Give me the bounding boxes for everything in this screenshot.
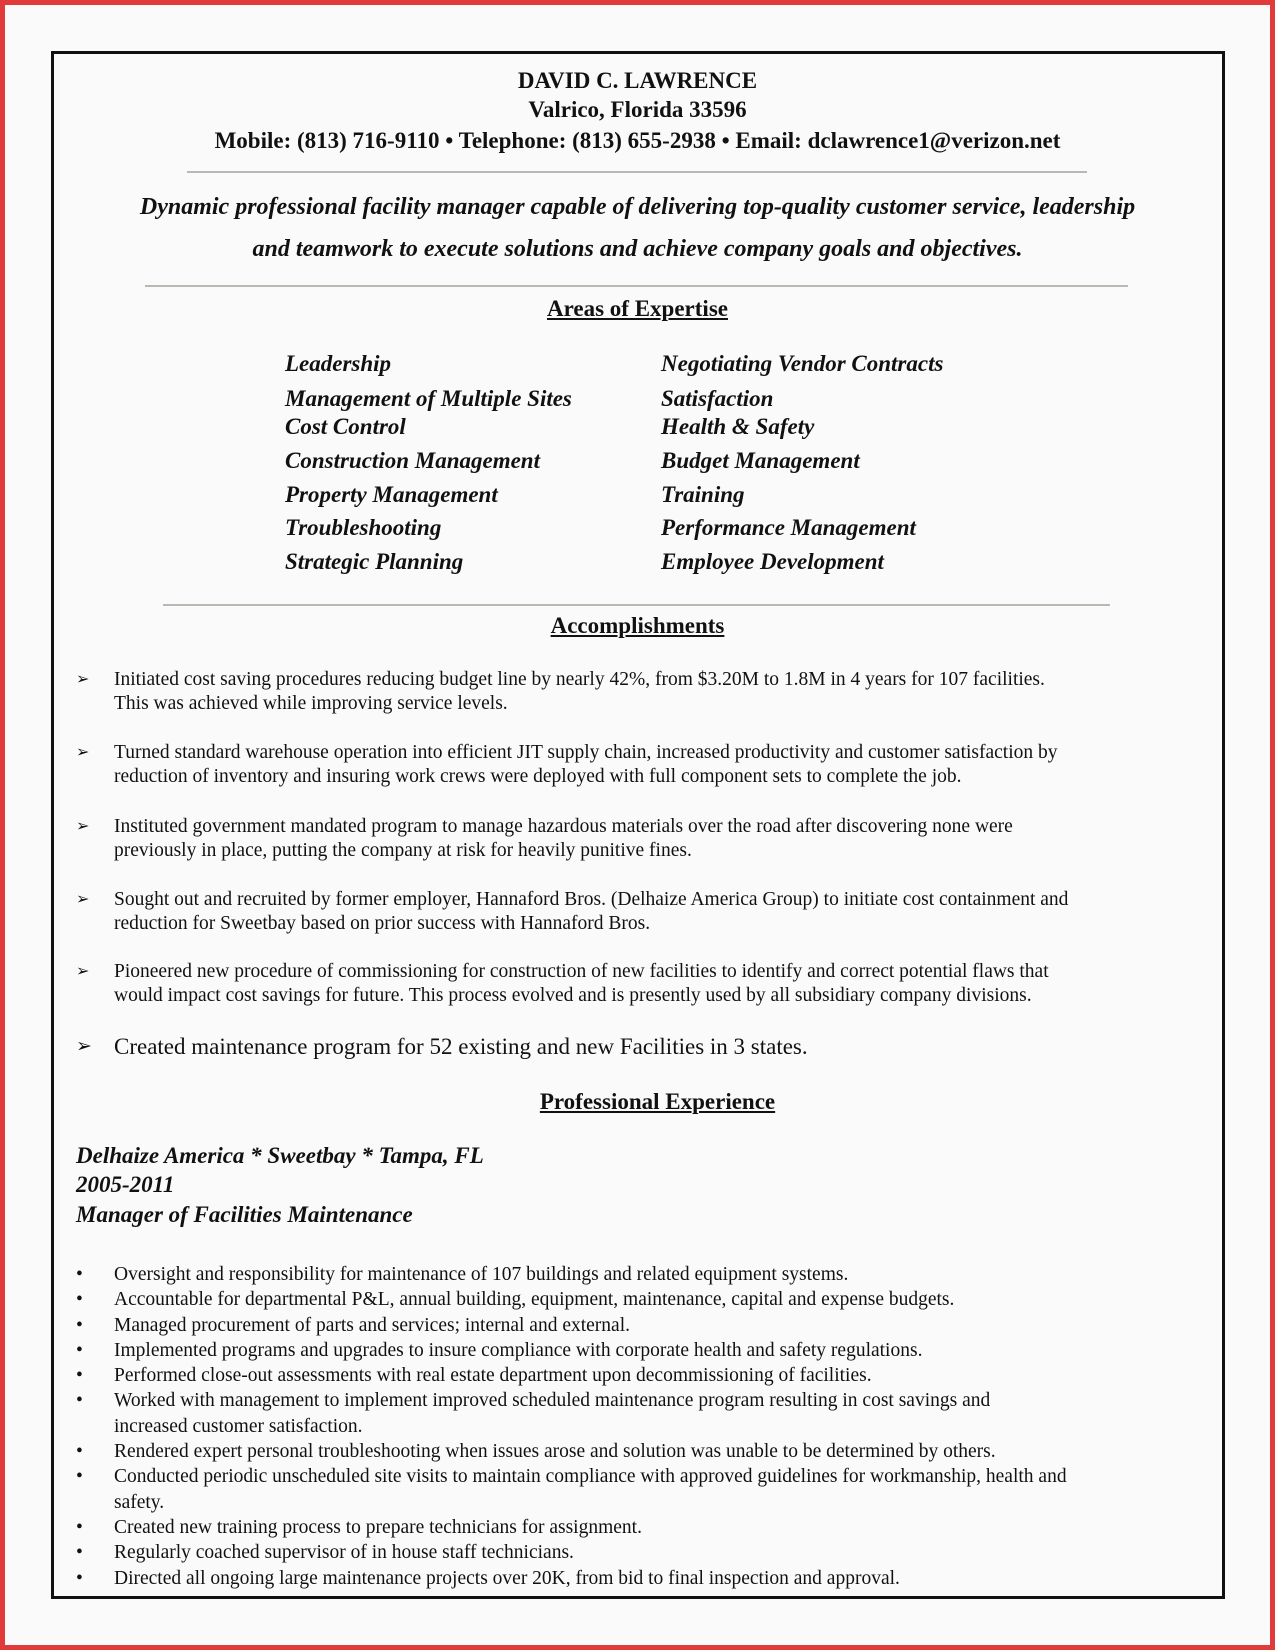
contact-line: Mobile: (813) 716-9110 • Telephone: (813) 655-2938 • Email: dclawrence1@verizon.net	[214, 128, 1061, 153]
accomplishment-text: reduction of inventory and insuring work crews were deployed with full component sets to complete the job.	[114, 766, 962, 787]
duty-item	[76, 1313, 1067, 1338]
bullet-dot-icon: •	[76, 1314, 83, 1336]
accomplishment-text: Initiated cost saving procedures reducing budget line by nearly 42%, from $3.20M to 1.8M in 4 years for 107 facilities.	[114, 669, 1045, 690]
duty-item	[76, 1262, 1067, 1287]
duty-text: Accountable for departmental P&L, annual building, equipment, maintenance, capital and expense budgets.	[114, 1289, 955, 1311]
bullet-dot-icon: •	[76, 1289, 83, 1311]
expertise-item: Management of Multiple Sites	[285, 386, 572, 411]
arrow-bullet-icon: ➢	[76, 963, 90, 980]
bullet-dot-icon: •	[76, 1339, 83, 1361]
company-name: Delhaize America * Sweetbay * Tampa, FL	[76, 1143, 484, 1168]
arrow-bullet-icon: ➢	[76, 671, 90, 688]
duty-text: Oversight and responsibility for maintenance of 107 buildings and related equipment systems.	[114, 1264, 849, 1285]
tagline-line: and teamwork to execute solutions and achieve company goals and objectives.	[252, 236, 1023, 262]
duty-item	[76, 1566, 1067, 1591]
expertise-item: Cost Control	[285, 414, 406, 439]
expertise-item: Health & Safety	[661, 414, 815, 439]
expertise-item: Satisfaction	[661, 386, 774, 411]
bullet-dot-icon: •	[76, 1441, 83, 1463]
arrow-bullet-icon: ➢	[76, 891, 90, 908]
accomplishment-text: reduction for Sweetbay based on prior success with Hannaford Bros.	[114, 913, 651, 934]
expertise-item: Employee Development	[661, 549, 884, 574]
bullet-dot-icon: •	[76, 1542, 83, 1564]
tagline-line: Dynamic professional facility manager capable of delivering top-quality customer service, leadership	[139, 194, 1136, 220]
duty-item	[76, 1388, 1067, 1439]
duty-item	[76, 1338, 1067, 1363]
duty-text: Implemented programs and upgrades to insure compliance with corporate health and safety regulations.	[114, 1339, 923, 1361]
duty-item	[76, 1540, 1067, 1565]
accomplishment-text: Sought out and recruited by former employer, Hannaford Bros. (Delhaize America Group) to initiate cost containment and	[114, 889, 1069, 910]
bullet-dot-icon: •	[76, 1390, 83, 1412]
duty-item	[76, 1363, 1067, 1388]
arrow-bullet-icon: ➢	[76, 1036, 92, 1057]
duty-text: Regularly coached supervisor of in house staff technicians.	[114, 1542, 574, 1564]
expertise-item: Strategic Planning	[285, 549, 464, 574]
expertise-item: Troubleshooting	[285, 515, 442, 540]
duty-text: Rendered expert personal troubleshooting when issues arose and solution was unable to be determined by others.	[114, 1441, 996, 1463]
duty-item	[76, 1439, 1067, 1464]
divider	[187, 171, 1087, 173]
bullet-dot-icon: •	[76, 1567, 83, 1589]
accomplishment-text: Created maintenance program for 52 existing and new Facilities in 3 states.	[114, 1034, 808, 1059]
duty-text: safety.	[114, 1491, 165, 1513]
duty-item	[76, 1287, 1067, 1312]
candidate-location: Valrico, Florida 33596	[528, 97, 747, 122]
accomplishment-text: Instituted government mandated program to manage hazardous materials over the road after discovering none were	[114, 816, 1013, 837]
expertise-item: Budget Management	[661, 448, 860, 473]
accomplishment-text: Pioneered new procedure of commissioning for construction of new facilities to identify and correct potential flaws that	[114, 961, 1049, 982]
bullet-dot-icon: •	[76, 1365, 83, 1387]
accomplishment-text: would impact cost savings for future. This process evolved and is presently used by all subsidiary company divisions.	[114, 985, 1032, 1006]
bullet-dot-icon: •	[76, 1264, 83, 1285]
job-title: Manager of Facilities Maintenance	[76, 1202, 413, 1227]
accomplishment-text: This was achieved while improving service levels.	[114, 693, 508, 714]
divider	[145, 285, 1128, 287]
expertise-heading: Areas of Expertise	[547, 296, 728, 321]
expertise-item: Construction Management	[285, 448, 540, 473]
bullet-dot-icon: •	[76, 1516, 83, 1538]
expertise-item: Property Management	[285, 482, 498, 507]
bullet-dot-icon: •	[76, 1466, 83, 1488]
employment-years: 2005-2011	[76, 1172, 175, 1197]
duty-text: Directed all ongoing large maintenance projects over 20K, from bid to final inspection and approval.	[114, 1567, 900, 1589]
divider	[163, 604, 1110, 606]
accomplishments-heading: Accomplishments	[550, 613, 725, 638]
accomplishment-text: previously in place, putting the company at risk for heavily punitive fines.	[114, 840, 692, 861]
expertise-item: Training	[661, 482, 745, 507]
duty-text: Managed procurement of parts and services; internal and external.	[114, 1314, 630, 1336]
duties-list	[76, 1262, 1067, 1591]
candidate-name: DAVID C. LAWRENCE	[517, 68, 758, 93]
duty-item	[76, 1464, 1067, 1515]
duty-text: increased customer satisfaction.	[114, 1415, 363, 1437]
duty-text: Created new training process to prepare technicians for assignment.	[114, 1516, 642, 1538]
arrow-bullet-icon: ➢	[76, 818, 90, 835]
accomplishment-text: Turned standard warehouse operation into efficient JIT supply chain, increased productivity and customer satisfaction by	[114, 742, 1058, 763]
arrow-bullet-icon: ➢	[76, 744, 90, 761]
expertise-item: Negotiating Vendor Contracts	[661, 351, 944, 376]
duty-item	[76, 1515, 1067, 1540]
expertise-item: Performance Management	[661, 515, 916, 540]
duty-text: Conducted periodic unscheduled site visits to maintain compliance with approved guidelines for workmanship, health and	[114, 1466, 1067, 1488]
expertise-item: Leadership	[285, 351, 392, 376]
duty-text: Performed close-out assessments with real estate department upon decommissioning of facilities.	[114, 1365, 872, 1387]
experience-heading: Professional Experience	[539, 1089, 776, 1114]
duty-text: Worked with management to implement improved scheduled maintenance program resulting in cost savings and	[114, 1390, 991, 1412]
